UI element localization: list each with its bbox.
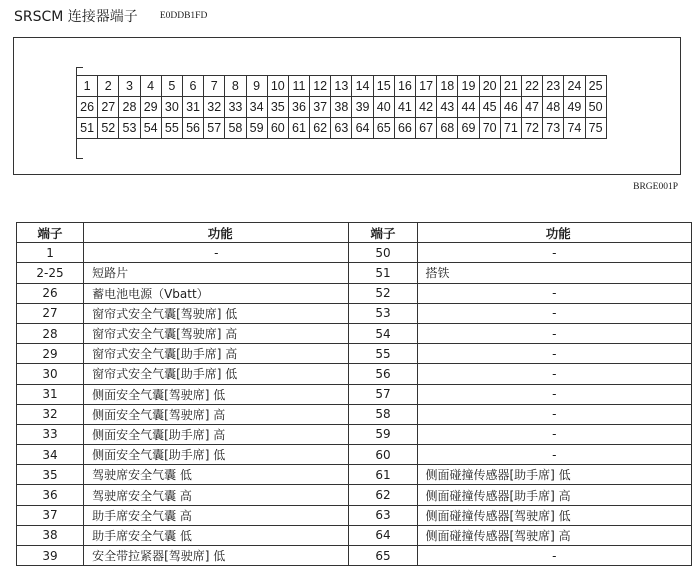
function-right-cell: - (417, 364, 692, 384)
pin-cell: 46 (500, 97, 521, 118)
pin-cell: 55 (161, 118, 182, 139)
table-row (17, 445, 692, 465)
terminal-left-cell: 33 (17, 424, 84, 444)
pin-cell: 45 (479, 97, 500, 118)
terminal-right-cell: 52 (349, 283, 417, 303)
table-row (17, 424, 692, 444)
pin-cell: 38 (331, 97, 352, 118)
pin-cell: 29 (140, 97, 161, 118)
function-right-cell: - (417, 445, 692, 465)
table-row (17, 404, 692, 424)
function-left-cell: 窗帘式安全气囊[助手席] 高 (84, 344, 349, 364)
title-text: SRSCM 连接器端子 (14, 9, 138, 25)
terminal-right-cell: 53 (349, 303, 417, 323)
pin-cell: 43 (437, 97, 458, 118)
terminal-left-cell: 29 (17, 344, 84, 364)
function-left-cell: 蓄电池电源（Vbatt） (84, 283, 349, 303)
terminal-left-cell: 38 (17, 525, 84, 545)
pin-cell: 10 (267, 76, 288, 97)
pin-cell: 61 (288, 118, 309, 139)
pin-cell: 26 (77, 97, 98, 118)
function-left-cell: 侧面安全气囊[驾驶席] 低 (84, 384, 349, 404)
pin-cell: 42 (416, 97, 437, 118)
pin-cell: 68 (437, 118, 458, 139)
pin-cell: 65 (373, 118, 394, 139)
function-left-cell: 窗帘式安全气囊[驾驶席] 低 (84, 303, 349, 323)
pin-cell: 53 (119, 118, 140, 139)
header-terminal-left: 端子 (17, 223, 84, 243)
function-left-cell: 侧面安全气囊[助手席] 高 (84, 424, 349, 444)
terminal-left-cell: 35 (17, 465, 84, 485)
pin-cell: 63 (331, 118, 352, 139)
table-row (17, 546, 692, 566)
pin-cell: 34 (246, 97, 267, 118)
pin-cell: 21 (500, 76, 521, 97)
function-right-cell: 侧面碰撞传感器[驾驶席] 高 (417, 525, 692, 545)
pin-cell: 23 (543, 76, 564, 97)
terminal-function-table (16, 222, 692, 566)
pin-cell: 28 (119, 97, 140, 118)
pin-cell: 70 (479, 118, 500, 139)
pin-cell: 32 (204, 97, 225, 118)
pin-cell: 50 (585, 97, 606, 118)
function-left-cell: 助手席安全气囊 高 (84, 505, 349, 525)
pin-cell: 20 (479, 76, 500, 97)
terminal-left-cell: 27 (17, 303, 84, 323)
pin-cell: 40 (373, 97, 394, 118)
page-title (14, 6, 207, 26)
function-left-cell: 驾驶席安全气囊 低 (84, 465, 349, 485)
terminal-right-cell: 54 (349, 323, 417, 343)
terminal-left-cell: 26 (17, 283, 84, 303)
pin-cell: 24 (564, 76, 585, 97)
terminal-right-cell: 56 (349, 364, 417, 384)
function-right-cell: 侧面碰撞传感器[助手席] 低 (417, 465, 692, 485)
pin-cell: 5 (161, 76, 182, 97)
pin-cell: 3 (119, 76, 140, 97)
pin-cell: 12 (310, 76, 331, 97)
pin-cell: 37 (310, 97, 331, 118)
table-row (17, 283, 692, 303)
table-row (17, 465, 692, 485)
function-right-cell: - (417, 546, 692, 566)
pin-cell: 75 (585, 118, 606, 139)
terminal-left-cell: 30 (17, 364, 84, 384)
terminal-left-cell: 36 (17, 485, 84, 505)
terminal-left-cell: 39 (17, 546, 84, 566)
pin-cell: 56 (182, 118, 203, 139)
terminal-right-cell: 55 (349, 344, 417, 364)
pin-cell: 18 (437, 76, 458, 97)
terminal-right-cell: 61 (349, 465, 417, 485)
document-code: E0DDB1FD (159, 11, 208, 21)
function-right-cell: - (417, 323, 692, 343)
function-right-cell: - (417, 283, 692, 303)
pin-cell: 4 (140, 76, 161, 97)
function-left-cell: 窗帘式安全气囊[助手席] 低 (84, 364, 349, 384)
table-row (17, 384, 692, 404)
function-right-cell: - (417, 404, 692, 424)
pin-cell: 64 (352, 118, 373, 139)
function-right-cell: - (417, 384, 692, 404)
table-row (17, 323, 692, 343)
pin-cell: 60 (267, 118, 288, 139)
pin-cell: 69 (458, 118, 479, 139)
function-left-cell: 短路片 (84, 263, 349, 283)
function-left-cell: 侧面安全气囊[驾驶席] 高 (84, 404, 349, 424)
pin-cell: 74 (564, 118, 585, 139)
terminal-right-cell: 59 (349, 424, 417, 444)
pin-cell: 19 (458, 76, 479, 97)
function-left-cell: - (84, 243, 349, 263)
terminal-right-cell: 51 (349, 263, 417, 283)
pin-cell: 17 (416, 76, 437, 97)
pin-cell: 44 (458, 97, 479, 118)
connector-pin-grid (76, 75, 607, 139)
table-row (17, 485, 692, 505)
function-right-cell: 搭铁 (417, 263, 692, 283)
pin-cell: 31 (182, 97, 203, 118)
terminal-right-cell: 64 (349, 525, 417, 545)
figure-code: BRGE001P (633, 182, 678, 192)
table-row (17, 344, 692, 364)
pin-cell: 54 (140, 118, 161, 139)
pin-cell: 7 (204, 76, 225, 97)
pin-cell: 33 (225, 97, 246, 118)
pin-cell: 39 (352, 97, 373, 118)
table-row (17, 263, 692, 283)
pin-cell: 15 (373, 76, 394, 97)
pin-cell: 6 (182, 76, 203, 97)
pin-cell: 25 (585, 76, 606, 97)
pin-row (77, 118, 607, 139)
pin-cell: 57 (204, 118, 225, 139)
terminal-left-cell: 34 (17, 445, 84, 465)
pin-cell: 51 (77, 118, 98, 139)
pin-cell: 62 (310, 118, 331, 139)
function-right-cell: - (417, 243, 692, 263)
function-left-cell: 驾驶席安全气囊 高 (84, 485, 349, 505)
function-right-cell: - (417, 303, 692, 323)
function-left-cell: 助手席安全气囊 低 (84, 525, 349, 545)
pin-cell: 72 (521, 118, 542, 139)
pin-cell: 9 (246, 76, 267, 97)
terminal-left-cell: 2-25 (17, 263, 84, 283)
terminal-right-cell: 58 (349, 404, 417, 424)
pin-cell: 47 (521, 97, 542, 118)
function-right-cell: 侧面碰撞传感器[助手席] 高 (417, 485, 692, 505)
function-left-cell: 安全带拉紧器[驾驶席] 低 (84, 546, 349, 566)
table-row (17, 243, 692, 263)
terminal-right-cell: 57 (349, 384, 417, 404)
terminal-left-cell: 32 (17, 404, 84, 424)
pin-cell: 59 (246, 118, 267, 139)
function-left-cell: 侧面安全气囊[助手席] 低 (84, 445, 349, 465)
terminal-left-cell: 1 (17, 243, 84, 263)
pin-cell: 8 (225, 76, 246, 97)
pin-cell: 14 (352, 76, 373, 97)
terminal-left-cell: 28 (17, 323, 84, 343)
pin-cell: 27 (98, 97, 119, 118)
pin-cell: 52 (98, 118, 119, 139)
pin-cell: 41 (394, 97, 415, 118)
pin-cell: 13 (331, 76, 352, 97)
pin-row (77, 76, 607, 97)
pin-cell: 30 (161, 97, 182, 118)
pin-cell: 22 (521, 76, 542, 97)
pin-cell: 49 (564, 97, 585, 118)
table-row (17, 364, 692, 384)
terminal-right-cell: 60 (349, 445, 417, 465)
header-terminal-right: 端子 (349, 223, 417, 243)
function-right-cell: - (417, 344, 692, 364)
pin-cell: 58 (225, 118, 246, 139)
pin-cell: 35 (267, 97, 288, 118)
pin-cell: 16 (394, 76, 415, 97)
table-row (17, 525, 692, 545)
terminal-left-cell: 37 (17, 505, 84, 525)
pin-row (77, 97, 607, 118)
table-header-row (17, 223, 692, 243)
pin-cell: 71 (500, 118, 521, 139)
pin-cell: 2 (98, 76, 119, 97)
pin-cell: 67 (416, 118, 437, 139)
function-left-cell: 窗帘式安全气囊[驾驶席] 高 (84, 323, 349, 343)
pin-cell: 11 (288, 76, 309, 97)
pin-cell: 66 (394, 118, 415, 139)
pin-cell: 73 (543, 118, 564, 139)
header-function-right: 功能 (417, 223, 692, 243)
pin-cell: 48 (543, 97, 564, 118)
terminal-right-cell: 50 (349, 243, 417, 263)
terminal-right-cell: 65 (349, 546, 417, 566)
pin-cell: 1 (77, 76, 98, 97)
table-row (17, 303, 692, 323)
pin-cell: 36 (288, 97, 309, 118)
terminal-left-cell: 31 (17, 384, 84, 404)
table-row (17, 505, 692, 525)
function-right-cell: - (417, 424, 692, 444)
terminal-right-cell: 62 (349, 485, 417, 505)
terminal-right-cell: 63 (349, 505, 417, 525)
function-right-cell: 侧面碰撞传感器[驾驶席] 低 (417, 505, 692, 525)
header-function-left: 功能 (84, 223, 349, 243)
